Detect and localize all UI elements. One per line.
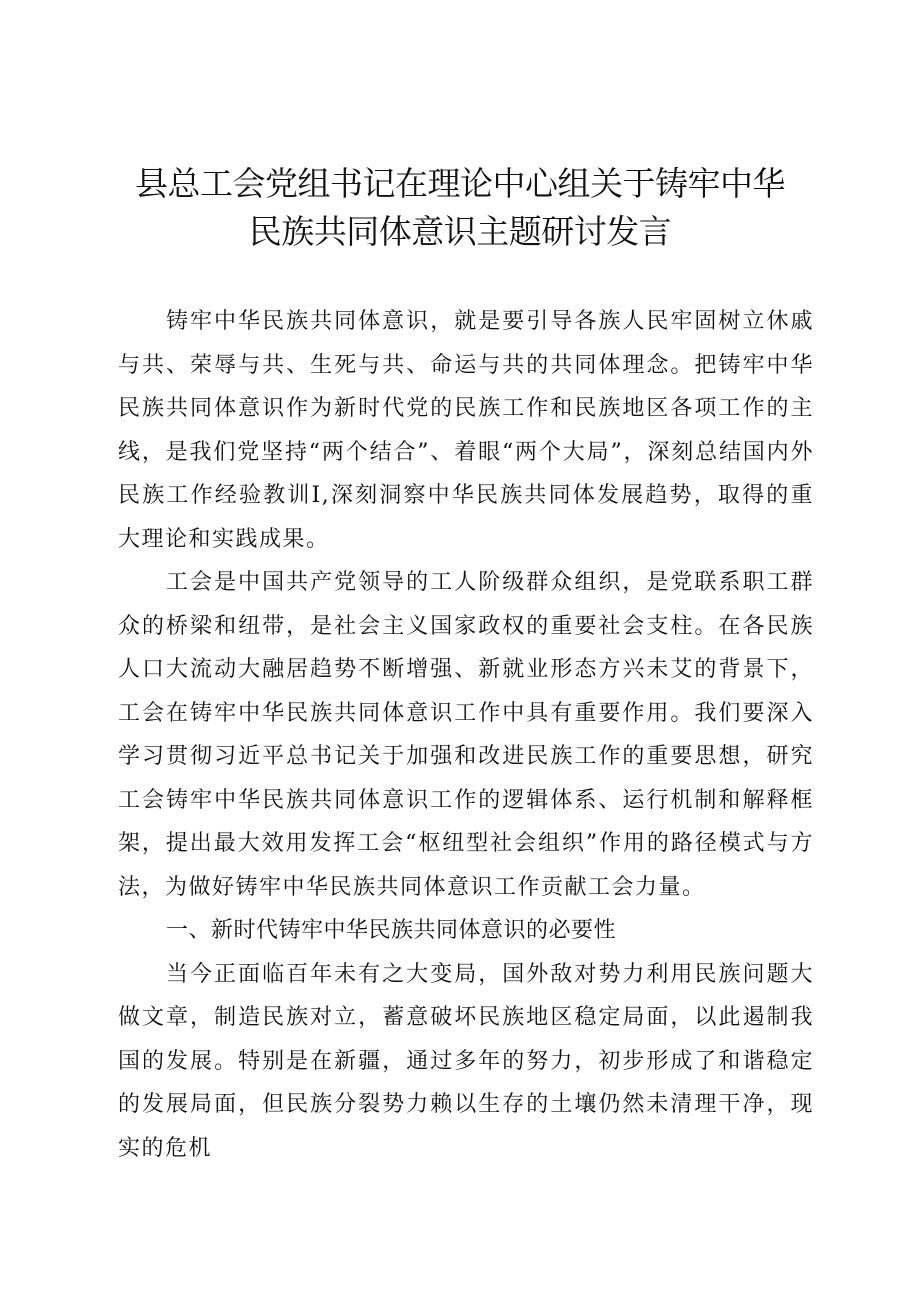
paragraph-2: 工会是中国共产党领导的工人阶级群众组织，是党联系职工群众的桥梁和纽带，是社会主义国家政权的重要社会支柱。在各民族人口大流动大融居趋势不断增强、新就业形态方兴未艾的背景下，工会在铸牢中华民族共同体意识工作中具有重要作用。我们要深入学习贯彻习近平总书记关于加强和改进民族工作的重要思想，研究工会铸牢中华民族共同体意识工作的逻辑体系、运行机制和解释框架，提出最大效用发挥工会“枢纽型社会组织”作用的路径模式与方法，为做好铸牢中华民族共同体意识工作贡献工会力量。 bbox=[118, 570, 814, 900]
title-line-2: 民族共同体意识主题研讨发言 bbox=[248, 212, 672, 251]
section-1-paragraph: 当今正面临百年未有之大变局，国外敌对势力利用民族问题大做文章，制造民族对立，蓄意破坏民族地区稳定局面，以此遏制我国的发展。特别是在新疆，通过多年的努力，初步形成了和谐稳定的发展局面，但民族分裂势力赖以生存的土壤仍然未清理干净，现实的危机 bbox=[118, 961, 814, 1161]
paragraph-1: 铸牢中华民族共同体意识，就是要引导各族人民牢固树立休戚与共、荣辱与共、生死与共、命运与共的共同体理念。把铸牢中华民族共同体意识作为新时代党的民族工作和民族地区各项工作的主线，是我们党坚持“两个结合”、着眼“两个大局”，深刻总结国内外民族工作经验教训I,深刻洞察中华民族共同体发展趋势，取得的重大理论和实践成果。 bbox=[118, 309, 814, 552]
document-title bbox=[110, 160, 810, 256]
document-body bbox=[118, 300, 814, 1170]
title-line-1: 县总工会党组书记在理论中心组关于铸牢中华 bbox=[135, 164, 785, 203]
section-1-heading: 一、新时代铸牢中华民族共同体意识的必要性 bbox=[166, 918, 617, 943]
